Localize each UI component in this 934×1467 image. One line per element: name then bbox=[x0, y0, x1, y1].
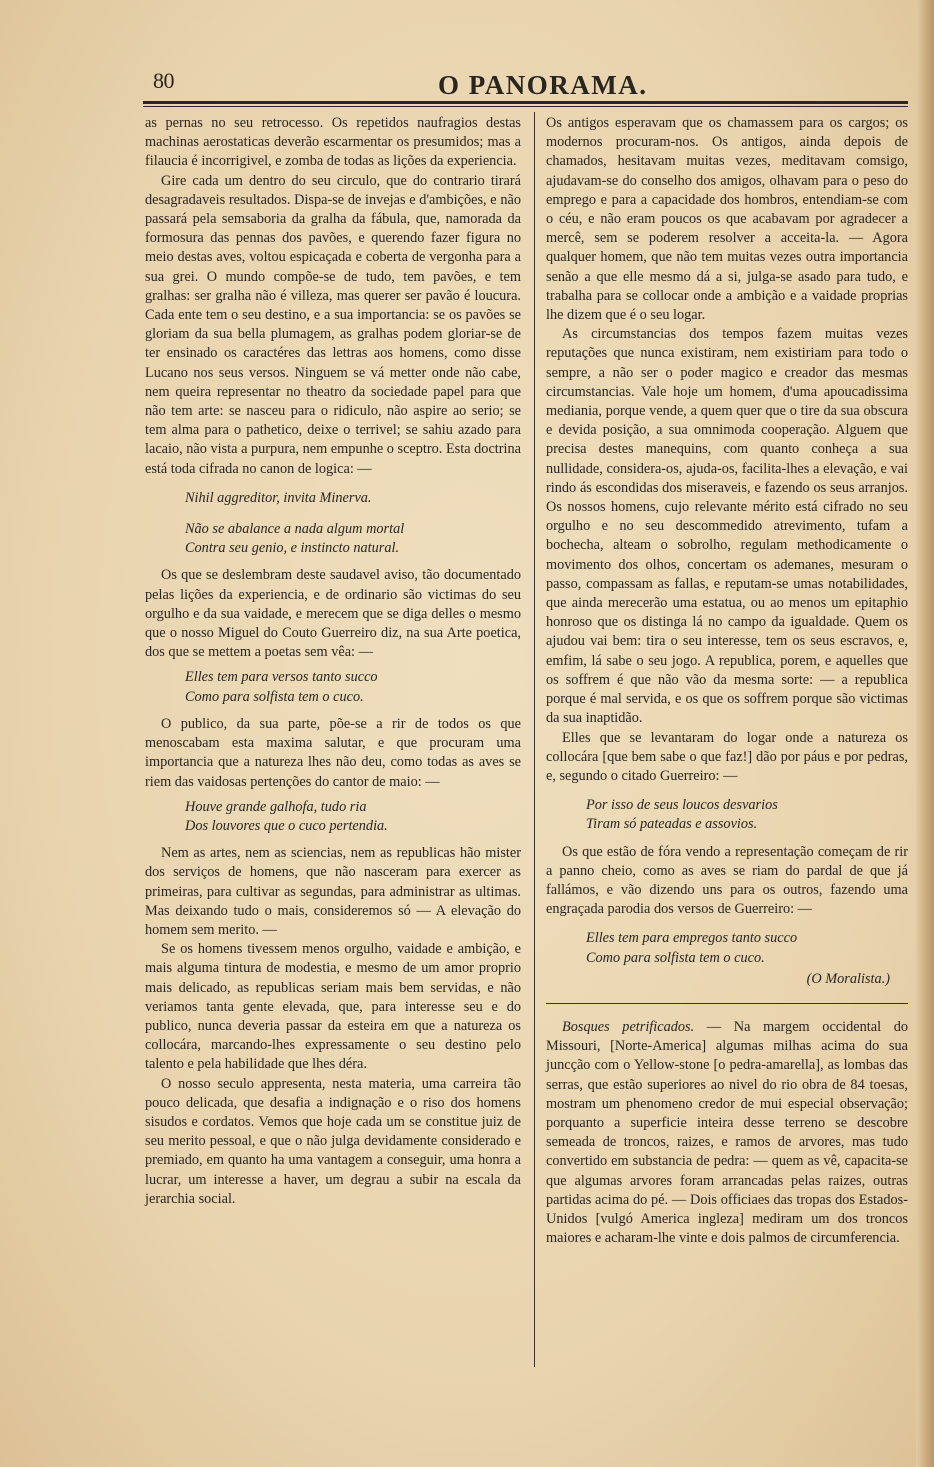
header-rule-thin bbox=[143, 106, 908, 107]
paragraph: Os antigos esperavam que os chamassem para os cargos; os modernos procuram-nos. Os antigos, ainda depois de chamados, hesitavam muitas vezes, meditavam comsigo, ajudavam-se do conselho dos amigos, olhavam para o peso do emprego e para a capacidade dos hombros, entendiam-se com o céu, e não eram poucos os que acabavam por agradecer a mercê, sem se poderem resolver a acceita-la. — Agora qualquer homem, que não tem muitas vezes outra importancia senão a que elle mesmo dá a si, julga-se asado para tudo, e trabalha para se collocar onde a ambição e a vaidade proprias lhe dizem que é o seu logar. bbox=[546, 115, 908, 324]
verse-line: Houve grande galhofa, tudo ria bbox=[185, 798, 367, 815]
article-signature: (O Moralista.) bbox=[806, 970, 890, 987]
verse-quote bbox=[586, 796, 908, 834]
paragraph: Os que se deslembram deste saudavel aviso, tão documentado pelas lições da experiencia, e de ordinario são victimas do seu orgulho e da sua vaidade, e merecem que se diga delles o mesmo que o nosso Miguel do Couto Guerreiro diz, na sua Arte poetica, dos que se mettem a poetas sem vêa: — bbox=[145, 567, 521, 661]
verse-line: Elles tem para empregos tanto succo bbox=[586, 930, 798, 947]
right-column bbox=[546, 114, 908, 1248]
article-text: — Na margem occidental do Missouri, [Norte-America] algumas milhas acima do sua juncção com o Yellow-stone [o pedra-amarella], as lombas das serras, que estão superiores ao nivel do rio obra de 84 toesas, mostram um phenomeno credor de mui especial observação; porquanto a superficie inteira desse terreno se descobre semeada de troncos, raizes, e ramos de arvores, mas tudo convertido em substancia de pedra: — quem as vê, capacita-se que algumas arvores foram arrancadas pelas raizes, outras partidas acima do pé. — Dois officiaes das tropas dos Estados-Unidos [vulgó America ingleza] mediram um dos troncos maiores e acharam-lhe vinte e dois palmos de circumferencia. bbox=[546, 1018, 908, 1247]
verse-quote bbox=[185, 668, 521, 706]
column-divider bbox=[534, 112, 535, 1367]
paragraph: Os que estão de fóra vendo a representação começam de rir a panno cheio, como as aves se riam do pardal de que já fallámos, e vão dizendo uns para os outros, fazendo uma engraçada parodia dos versos de Guerreiro: — bbox=[546, 843, 908, 918]
verse-line: Contra seu genio, e instincto natural. bbox=[185, 540, 400, 557]
verse-line: Não se abalance a nada algum mortal bbox=[185, 521, 405, 538]
verse-quote bbox=[185, 798, 521, 836]
verse-line: Nihil aggreditor, invita Minerva. bbox=[185, 489, 372, 506]
paragraph: as pernas no seu retrocesso. Os repetidos naufragios destas machinas aerostaticas deverão escarmentar os presumidos; mas a filaucia é incorrigivel, e zomba de todas as lições da experiencia. bbox=[145, 115, 521, 170]
article-heading: Bosques petrificados. bbox=[562, 1018, 695, 1035]
verse-quote bbox=[586, 929, 908, 967]
verse-line: Como para solfista tem o cuco. bbox=[185, 688, 364, 705]
page-number: 80 bbox=[153, 68, 174, 93]
left-column bbox=[145, 114, 521, 1209]
paragraph: O publico, da sua parte, põe-se a rir de todos os que menoscabam esta maxima salutar, e que procuram uma importancia que a natureza lhes não deu, como todas as aves se riem das vaidosas pertenções do cantor de maio: — bbox=[145, 715, 521, 790]
verse-line: Por isso de seus loucos desvarios bbox=[586, 797, 778, 814]
paragraph bbox=[546, 1018, 908, 1248]
verse-line: Tiram só pateadas e assovios. bbox=[586, 816, 758, 833]
verse-line: Dos louvores que o cuco pertendia. bbox=[185, 817, 388, 834]
page-header bbox=[143, 62, 908, 102]
page-edge bbox=[916, 0, 934, 1467]
paragraph: O nosso seculo appresenta, nesta materia, uma carreira tão pouco delicada, que desafia a indignação e o riso dos homens sisudos e cordatos. Vemos que hoje cada um se constitue juiz de seu merito pessoal, e que o não julga devidamente considerado e premiado, em quanto ha uma vantagem a conseguir, uma honra a lucrar, um interesse a haver, um degrau a subir na escala da jerarchia social. bbox=[145, 1075, 521, 1207]
section-divider bbox=[546, 1003, 908, 1004]
verse-line: Elles tem para versos tanto succo bbox=[185, 669, 378, 686]
paragraph: Se os homens tivessem menos orgulho, vaidade e ambição, e mais alguma tintura de modestia, e mesmo de um amor proprio mais delicado, as republicas seriam mais bem servidas, e não veriamos tanta gente elevada, que, para interesse seu e do publico, nunca deveria passar da esteira em que a natureza os collocára, marcando-lhes expressamente o seu destino pelo talento e pela habilidade que lhes déra. bbox=[145, 941, 521, 1073]
verse-line: Como para solfista tem o cuco. bbox=[586, 949, 765, 966]
paragraph: Elles que se levantaram do logar onde a natureza os collocára [que bem sabe o que faz!] dão por páus e por pedras, e, segundo o citado Guerreiro: — bbox=[546, 729, 908, 784]
paragraph: Nem as artes, nem as sciencias, nem as republicas hão mister dos serviços de homens, que não nasceram para exercer as primeiras, para cultivar as segundas, para administrar as ultimas. Mas deixando tudo o mais, consideremos só — A elevação do homem sem merito. — bbox=[145, 845, 521, 938]
journal-title: O PANORAMA. bbox=[438, 70, 648, 100]
header-rule bbox=[143, 101, 908, 104]
verse-quote bbox=[185, 520, 521, 558]
paragraph: As circumstancias dos tempos fazem muitas vezes reputações que nunca existiram, nem existiriam para todo o sempre, a não ser o poder magico e creador das mesmas circumstancias. Vale hoje um homem, d'uma apoucadissima mediania, porque vende, a quem quer que o tire da sua obscura e devida posição, a sua omnimoda cooperação. Alguem que precisa destes manequins, com quanto conheça a sua nullidade, considera-os, ajuda-os, facilita-lhes a elevação, e vai rindo ás escondidas dos miseraveis, e fazendo os seus arranjos. Os nossos homens, cujo relevante mérito está cifrado no seu orgulho e no seu descommedido atrevimento, tufam a bochecha, alteam o sobrolho, regulam methodicamente o movimento dos olhos, concertam os ademanes, mesuram o passo, compassam as fallas, e reputam-se umas notabilidades, que ainda merecerão uma estatua, ou ao menos um epitaphio honroso que os distinga lá no campo da igualdade. Quem os ajudou vai bem: tira o seu interesse, tem os seus escravos, e, emfim, lá sabe o seu jogo. A republica, porem, e aquelles que os soffrem é que não vão da mesma sorte: — a republica porque é mal servida, e os que os soffrem porque são victimas da sua inaptidão. bbox=[546, 326, 908, 727]
paragraph: Gire cada um dentro do seu circulo, que do contrario tirará desagradaveis resultados. Dispa-se de invejas e d'ambições, e não passará pela semsaboria da gralha da fábula, que, namorada da formosura das pennas dos pavões, e querendo fazer figura no meio destas aves, voltou espicaçada e coberta de vergonha para a sua grei. O mundo compõe-se de tudo, tem pavões, e tem gralhas: ser gralha não é villeza, mas querer ser pavão é loucura. Cada ente tem o seu destino, e a sua importancia: se os pavões se gloriam da sua bella plumagem, as gralhas podem gloriar-se de ter ensinado os caractéres das lettras aos homens, como disse Lucano nos seus versos. Ninguem se vá metter onde não cabe, nem queira representar no theatro da sociedade papel para que não tem arte: se nasceu para o ridiculo, não aspire ao serio; se tem alma para o pathetico, deixe o terrivel; se sahiu azado para lacaio, não vista a purpura, nem empunhe o sceptro. Esta doctrina está toda cifrada no canon de logica: — bbox=[145, 172, 521, 477]
verse-quote bbox=[185, 489, 521, 508]
